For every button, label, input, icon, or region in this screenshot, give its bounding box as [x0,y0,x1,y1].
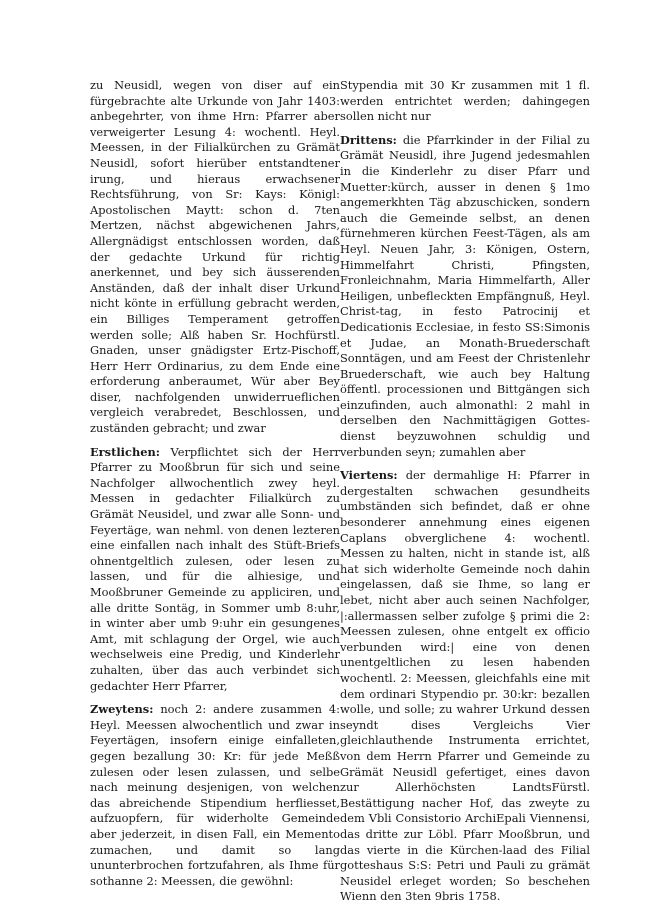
paragraph-zweytens [90,702,340,889]
paragraph-lead: Viertens: [340,468,398,483]
paragraph-lead: Zweytens: [90,702,154,717]
paragraph-viertens [340,468,590,905]
paragraph-erstlichen [90,445,340,695]
paragraph-lead: Drittens: [340,132,397,147]
paragraph-drittens [340,133,590,460]
paragraph-body: die Pfarrkinder in der Filial zu Grämät Neusidl, ihre Jugend jedesmahlen in die Kinderlehr zu diser Pfarr und Muetter:kürch, ausser in denen § 1mo angemerkhten Täg abzuschicken, sondern auch die Gemeinde selbst, an denen fürnehmeren kürchen Feest-Tägen, als am Heyl. Neuen Jahr, 3: Königen, Ostern, Himmelfahrt Christi, Pfingsten, Fronleichnahm, Maria Himmelfarth, Aller Heiligen, unbefleckten Empfängnuß, Heyl. Christ-tag, in festo Patrocinij et Dedicationis Ecclesiae, in festo SS:Simonis et Judae, an Monath-Bruederschaft Sonntägen, und am Feest der Christenlehr Bruederschaft, wie auch bey Haltung öffentl. processionen und Bittgängen sich einzufinden, auch almonathl: 2 mahl in derselben den Nachmittägigen Gottes-dienst beyzuwohnen schuldig und verbunden seyn; zumahlen aber [340,132,591,459]
paragraph-lead: Erstlichen: [90,444,160,459]
left-column [90,78,340,897]
paragraph-body: der dermahlige H: Pfarrer in dergestalten schwachen gesundheits umbständen sich befindet, daß er ohne besonderer annehmung eines eigenen Caplans obverglichene 4: wochentl. Messen zu halten, nicht in stande ist, alß hat sich widerholte Gemeinde noch dahin eingelassen, daß sie Ihme, so lang er lebet, nicht aber auch seinen Nachfolger, |:allermassen selber zufolge § primi die 2: Meessen zulesen, ohne entgelt ex officio verbunden wird:| eine von denen unentgeltlichen zu lesen habenden wochentl. 2: Meessen, gleichfahls eine mit dem ordinari Stypendio pr. 30:kr: bezallen wolle, und solle; zu wahrer Urkund dessen seyndt dises Vergleichs Vier gleichlauthende Instrumenta errichtet, von dem Herrn Pfarrer und Gemeinde zu Grämät Neusidl gefertiget, eines davon zur Allerhöchsten LandtsFürstl. Bestättigung nacher Hof, das zweyte zu dem Vbli Consistorio ArchiEpali Viennensi, das dritte zur Löbl. Pfarr Mooßbrun, und das vierte in die Kürchen-laad des Filial gotteshaus S:S: Petri und Pauli zu grämät Neusidel erleget worden; So beschehen Wienn den 3ten 9bris 1758. [340,468,590,904]
paragraph-intro: zu Neusidl, wegen von diser auf ein fürgebrachte alte Urkunde von Jahr 1403: anbegehrter, von ihme Hrn: Pfarrer aber verweigerter Lesung 4: wochentl. Heyl. Meessen, in der Filialkürchen zu Grämät Neusidl, sofort hierüber entstandtener irung, und hieraus erwachsener Rechtsführung, von Sr: Kays: Königl: Apostolischen Maytt: schon d. 7ten Mertzen, nächst abgewichenen Jahrs, Allergnädigst entschlossen worden, daß der gedachte Urkund für richtig anerkennet, und bey sich äusserenden Anständen, daß der inhalt diser Urkund nicht könte in erfüllung gebracht werden, ein Billiges Temperament getroffen werden solle; Alß haben Sr. Hochfürstl. Gnaden, unser gnädigster Ertz-Pischoff, Herr Herr Ordinarius, zu dem Ende eine erforderung anberaumet, Wür aber Bey diser, nachfolgenden unwiderrueflichen vergleich verabredet, Beschlossen, und zuständen gebracht; und zwar [90,78,340,436]
paragraph-body: noch 2: andere zusammen 4: Heyl. Meessen alwochentlich und zwar in Feyertägen, insofern einige einfalleten, gegen bezallung 30: Kr: für jede Meßß zulesen oder lesen zulassen, und selbe nach meinung desjenigen, von welchen das abreichende Stipendium herfliesset, aufzuopfern, für widerholte Gemeinde aber jederzeit, in disen Fall, ein Memento zumachen, und damit so lang ununterbrochen fortzufahren, als Ihme für sothanne 2: Meessen, die gewöhnl: [90,702,340,888]
paragraph-body: Verpflichtet sich der Herr Pfarrer zu Mooßbrun für sich und seine Nachfolger allwochentlich zwey heyl. Messen in gedachter Filialkürch zu Grämät Neusidel, und zwar alle Sonn- und Feyertäge, wan nehml. von denen lezteren eine einfallen nach inhalt des Stüft-Briefs ohnentgeltlich zulesen, oder lesen zu lassen, und für die alhiesige, und Mooßbruner Gemeinde zu appliciren, und alle dritte Sontäg, in Sommer umb 8:uhr, in winter aber umb 9:uhr ein gesungenes Amt, mit schlagung der Orgel, wie auch wechselweis eine Predig, und Kinderlehr zuhalten, über das auch verbindet sich gedachter Herr Pfarrer, [90,444,340,693]
paragraph-continuation: Stypendia mit 30 Kr zusammen mit 1 fl. werden entrichtet werden; dahingegen sollen nicht nur [340,78,590,124]
right-column [340,78,590,913]
